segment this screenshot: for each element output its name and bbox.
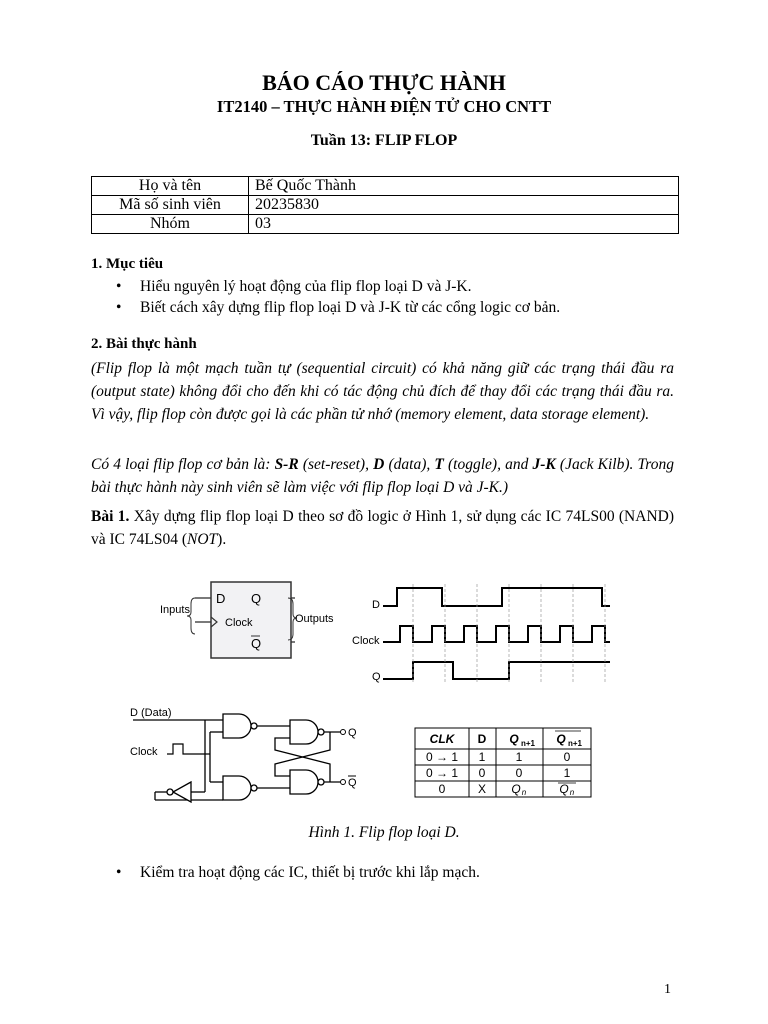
timing-d-label: D bbox=[372, 599, 380, 611]
type-jk: J-K bbox=[532, 456, 556, 473]
q-pin-label: Q bbox=[251, 591, 262, 606]
outputs-label: Outputs bbox=[295, 613, 334, 625]
type-d: D bbox=[373, 456, 385, 473]
info-label: Nhóm bbox=[92, 215, 249, 234]
bullet-text: Hiểu nguyên lý hoạt động của flip flop loại D và J-K. bbox=[140, 278, 472, 295]
info-label: Họ và tên bbox=[92, 177, 249, 196]
header-clk: CLK bbox=[429, 732, 455, 746]
cell: 0 bbox=[563, 750, 571, 764]
header-qbar-n1-subscript: n+1 bbox=[567, 739, 583, 748]
exercise-text: ). bbox=[217, 531, 227, 548]
cell: 0 → 1 bbox=[425, 750, 459, 764]
exercise-text: Xây dựng flip flop loại D theo sơ đồ logic ở Hình 1, sử dụng các IC 74LS00 (NAND) và IC 74LS04 ( bbox=[91, 508, 674, 548]
list-item: • Biết cách xây dựng flip flop loại D và J-K từ các cổng logic cơ bản. bbox=[116, 299, 561, 316]
exercise-1-paragraph bbox=[91, 505, 674, 551]
cell: 1 bbox=[563, 766, 571, 780]
section-2-heading: 2. Bài thực hành bbox=[91, 336, 197, 352]
cell-subscript: n bbox=[521, 788, 527, 797]
cell: X bbox=[477, 782, 487, 796]
types-text: (Jack Kilb). Trong bài thực hành này sinh viên sẽ làm việc với flip flop loại D và J-K.) bbox=[91, 456, 674, 496]
student-info-table bbox=[91, 176, 679, 234]
cell: Q bbox=[511, 782, 521, 796]
qbar-pin-label: Q bbox=[251, 636, 262, 651]
cell: 0 bbox=[478, 766, 486, 780]
info-value: Bế Quốc Thành bbox=[249, 177, 679, 196]
d-pin-label: D bbox=[216, 591, 226, 606]
course-subtitle: IT2140 – THỰC HÀNH ĐIỆN TỬ CHO CNTT bbox=[216, 97, 552, 116]
week-title: Tuần 13: FLIP FLOP bbox=[310, 132, 458, 149]
page-number: 1 bbox=[664, 982, 671, 997]
timing-diagram bbox=[345, 580, 625, 690]
types-text: (toggle), and bbox=[443, 456, 533, 473]
intro-paragraph: (Flip flop là một mạch tuần tự (sequential circuit) có khả năng giữ các trạng thái đầu ra (output state) không đổi cho đến khi có tác động chủ đích để thay đổi các trạng thái đầu ra. Vì vậy, flip flop còn được gọi là các phần tử nhớ (memory element, data storage element). bbox=[91, 360, 674, 423]
figure-caption: Hình 1. Flip flop loại D. bbox=[308, 824, 460, 841]
page-title: BÁO CÁO THỰC HÀNH bbox=[262, 70, 506, 95]
cell: Q bbox=[559, 782, 569, 796]
cell: 0 bbox=[515, 766, 523, 780]
clock-pin-label: Clock bbox=[225, 617, 253, 629]
header-qbar-n1: Q bbox=[556, 732, 566, 746]
table-row bbox=[92, 196, 679, 215]
list-item: • Hiểu nguyên lý hoạt động của flip flop loại D và J-K. bbox=[116, 278, 472, 295]
type-t: T bbox=[434, 456, 444, 473]
info-value: 03 bbox=[249, 215, 679, 234]
section-1-heading: 1. Mục tiêu bbox=[91, 256, 164, 272]
list-item: • Kiểm tra hoạt động các IC, thiết bị trước khi lắp mạch. bbox=[116, 864, 480, 881]
cell: 0 → 1 bbox=[425, 766, 459, 780]
types-text: (set-reset), bbox=[298, 456, 374, 473]
header-qn1: Q bbox=[509, 732, 519, 746]
circuit-q-label: Q bbox=[348, 727, 357, 739]
cell: 1 bbox=[478, 750, 486, 764]
types-text: (data), bbox=[384, 456, 435, 473]
bullet-text: Kiểm tra hoạt động các IC, thiết bị trước khi lắp mạch. bbox=[140, 864, 480, 881]
cell: 0 bbox=[438, 782, 446, 796]
table-row bbox=[92, 177, 679, 196]
circuit-qbar-label: Q bbox=[348, 777, 357, 789]
info-value: 20235830 bbox=[249, 196, 679, 215]
not-gate-text: NOT bbox=[187, 531, 218, 548]
truth-table bbox=[400, 722, 600, 812]
exercise-label: Bài 1. bbox=[91, 508, 130, 525]
clock-waveform bbox=[383, 626, 610, 642]
types-paragraph bbox=[91, 453, 674, 499]
bullet-text: Biết cách xây dựng flip flop loại D và J-K từ các cổng logic cơ bản. bbox=[140, 299, 561, 316]
circuit-clock-label: Clock bbox=[130, 746, 158, 758]
type-sr: S-R bbox=[274, 456, 299, 473]
timing-q-label: Q bbox=[372, 671, 381, 683]
table-row bbox=[92, 215, 679, 234]
cell: 1 bbox=[515, 750, 523, 764]
d-waveform bbox=[383, 588, 610, 606]
inputs-label: Inputs bbox=[160, 604, 190, 616]
d-flipflop-block-diagram bbox=[155, 578, 345, 664]
types-text: Có 4 loại flip flop cơ bản là: bbox=[91, 456, 275, 473]
info-label: Mã số sinh viên bbox=[92, 196, 249, 215]
circuit-d-label: D (Data) bbox=[130, 707, 172, 719]
header-d: D bbox=[477, 732, 487, 746]
header-qn1-subscript: n+1 bbox=[520, 739, 536, 748]
timing-clock-label: Clock bbox=[352, 635, 380, 647]
d-flipflop-logic-circuit bbox=[125, 700, 370, 815]
q-waveform bbox=[383, 662, 610, 679]
cell-subscript: n bbox=[569, 788, 575, 797]
